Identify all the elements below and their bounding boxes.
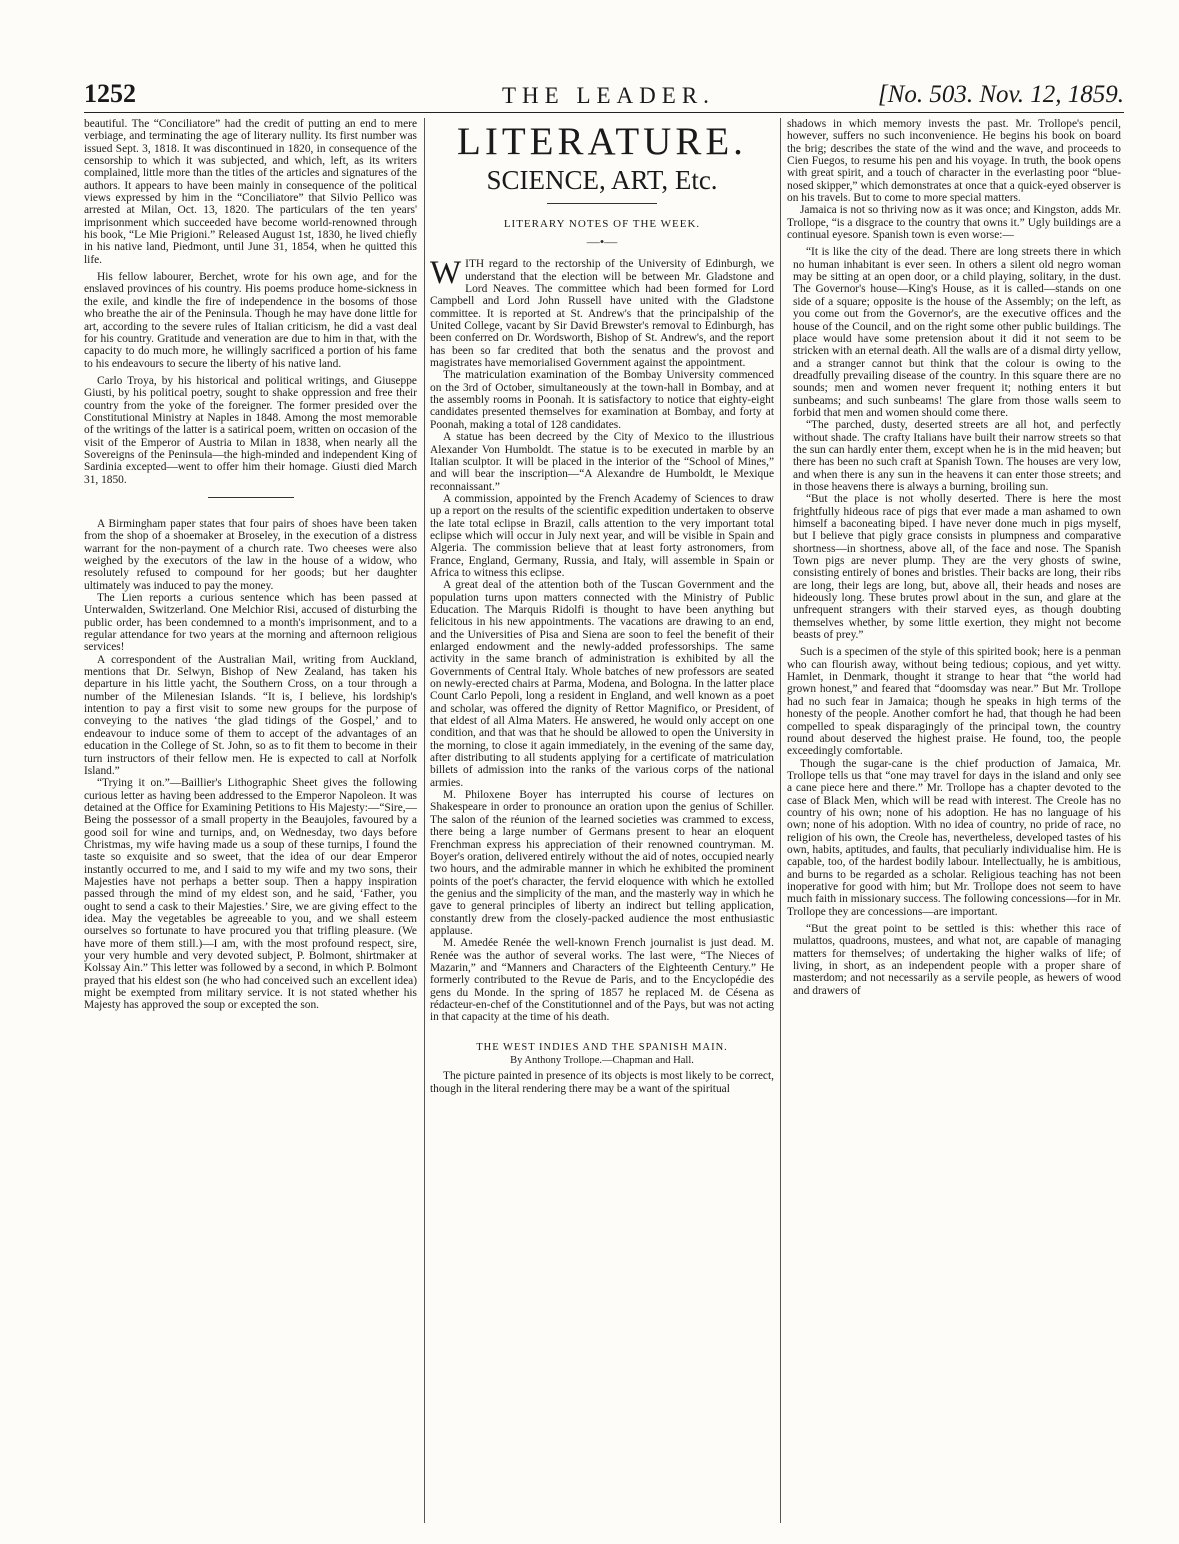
paragraph bbox=[430, 255, 774, 370]
paragraph: His fellow labourer, Berchet, wrote for his own age, and for the enslaved provinces of his country. His poems produce home-sickness in the exile, and kindle the fire of independence in the bosoms of those who breathe the air of the Peninsula. Though he may have done little for art, according to the severe rules of Italian criticism, he did a vast deal for his country. Gratitude and veneration are due to him in that, with the capacity to do much more, he willingly sacrificed a portion of his fame to his endeavours to secure the liberty of his native land. bbox=[84, 271, 417, 370]
column-rule bbox=[424, 118, 425, 1523]
column-1 bbox=[84, 118, 417, 1523]
paragraph: M. Philoxene Boyer has interrupted his course of lectures on Shakespeare in order to pronounce an oration upon the genius of Schiller. The salon of the réunion of the learned societies was crammed to excess, there being a large number of Germans present to hear an eloquent Frenchman express his appreciation of their renowned countryman. M. Boyer's oration, delivered entirely without the aid of notes, occupied nearly two hours, and the admirable manner in which he exhibited the prominent points of the poet's character, the fervid eloquence with which he extolled the genius and the simplicity of the man, and the masterly way in which he gave to general principles of liberty an indirect but telling application, constantly drew from the closely-packed audience the most enthusiastic applause. bbox=[430, 789, 774, 937]
section-subtitle: SCIENCE, ART, Etc. bbox=[486, 165, 718, 195]
paragraph: A commission, appointed by the French Academy of Sciences to draw up a report on the results of the scientific expedition undertaken to observe the late total eclipse in Brazil, calls attention to the very important total eclipse which will occur in July next year, and will be visible in Spain and Algeria. The commission believe that at least forty astronomers, from France, England, Germany, Russia, and Italy, will assemble in Spain or Africa to witness this eclipse. bbox=[430, 492, 774, 579]
column-2 bbox=[430, 118, 774, 1523]
drop-cap: W bbox=[430, 255, 462, 292]
paragraph: “Trying it on.”—Baillier's Lithographic Sheet gives the following curious letter as having been addressed to the Emperor Napoleon. It was detained at the Office for Examining Petitions to His Majesty:—“Sire,—Being the possessor of a small property in the Beaujoles, favoured by a good soil for wine and turnips, and, on Wednesday, two days before Christmas, my wife having made us a soup of these turnips, I found the taste so exquisite and so sweet, that the idea of our dear Emperor instantly occurred to me, and I said to my wife and my two sons, their Majesties have not perhaps a better soup. Then a happy inspiration passed through the mind of my eldest son, and he said, ‘Father, you ought to send a cask to their Majesties.’ Sire, we are giving effect to the idea. May the vegetables be agreeable to you, and we shall esteem ourselves so fortunate to have procured you that trifling pleasure. (We have more of them still.)—I am, with the most profound respect, sire, your very humble and very devoted subject, P. Bolmont, shirtmaker at Kolssay Ain.” This letter was followed by a second, in which P. Bolmont prayed that his eldest son (he who had conceived such an excellent idea) might be exempted from military service. It is not stated whether his Majesty has approved the soup or excepted the son. bbox=[84, 777, 417, 1012]
paragraph: Jamaica is not so thriving now as it was once; and Kingston, adds Mr. Trollope, “is a disgrace to the country that owns it.” Ugly buildings are a continual eyesore. Spanish town is even worse:— bbox=[787, 204, 1121, 242]
review-byline: By Anthony Trollope.—Chapman and Hall. bbox=[510, 1055, 694, 1066]
paper-title: THE LEADER. bbox=[502, 83, 715, 108]
paragraph: The matriculation examination of the Bombay University commenced on the 3rd of October, simultaneously at the town-hall in Bombay, and at the assembly rooms in Poonah. It is satisfactory to notice that eighty-eight candidates presented themselves for examination at Bombay, and forty at Poonah, making a total of 128 candidates. bbox=[430, 369, 774, 431]
paragraph: Though the sugar-cane is the chief production of Jamaica, Mr. Trollope tells us that “one may travel for days in the island and only see a cane piece here and there.” Mr. Trollope has a chapter devoted to the case of Black Men, which will be read with interest. The Creole has no country of his own; none of his adoption. He has no language of his own; none of his adoption. With no idea of country, no pride of race, no religion of his own, the Creole has, nevertheless, developed tastes of his own, habits, aptitudes, and faults, that peculiarly individualise him. He is capable, too, of the hardest bodily labour. Intellectually, he is ambitious, and burns to be regarded as a scholar. Religious teaching has not been inoperative for good with him; but Mr. Trollope does not seem to have much faith in missionary success. The following concessions—for in Mr. Trollope they are concessions—are important. bbox=[787, 757, 1121, 918]
paragraph-text: ITH regard to the rectorship of the University of Edinburgh, we understand that the election will be between Mr. Gladstone and Lord Neaves. The committee which had been formed for Lord Campbell and Lord John Russell have united with the Gladstone committee. It is reported at St. Andrew's that the principalship of the United College, vacant by Sir David Brewster's removal to Edinburgh, has been conferred on Dr. Wordsworth, Bishop of St. Andrew's, and the report has been so far credited that both the senatus and the provost and magistrates have memorialised Government against the appointment. bbox=[430, 258, 774, 370]
masthead bbox=[84, 80, 1124, 113]
paragraph: M. Amedée Renée the well-known French journalist is just dead. M. Renée was the author of several works. The last were, “The Nieces of Mazarin,” and “Manners and Characters of the Eighteenth Century.” He formerly contributed to the Revue de Paris, and to the Encyclopédie des gens du Monde. In the spring of 1857 he replaced M. de Césena as rédacteur-en-chef of the Constitutionnel and of the Pays, but was not acting in that capacity at the time of his death. bbox=[430, 937, 774, 1024]
ornament: —•— bbox=[586, 234, 618, 250]
divider bbox=[547, 203, 657, 204]
paragraph: The picture painted in presence of its objects is most likely to be correct, though in the literal rendering there may be a want of the spiritual bbox=[430, 1070, 774, 1095]
paragraph: Carlo Troya, by his historical and political writings, and Giuseppe Giusti, by his political poetry, sought to shake oppression and free their country from the yoke of the foreigner. The former presided over the Constitutional Ministry at Naples in 1848. Among the most memorable of the writings of the latter is a satirical poem, written on occasion of the visit of the Emperor of Austria to Milan in 1838, when nearly all the Sovereigns of the Peninsula—the high-minded and independent King of Sardinia excepted—went to offer him their homage. Giusti died March 31, 1850. bbox=[84, 374, 417, 486]
review-title: THE WEST INDIES AND THE SPANISH MAIN. bbox=[476, 1041, 728, 1053]
paragraph: A great deal of the attention both of the Tuscan Government and the population turns upon matters connected with the Ministry of Public Education. The Marquis Ridolfi is thought to have been anything but felicitous in his new appointments. The vacations are drawing to an end, and the Universities of Pisa and Siena are soon to feel the benefit of their enlarged endowment and the newly-added professorships. The same activity in the same branch of administration is exhibited by all the Governments of Central Italy. Whole batches of new professors are seated on newly-erected chairs at Parma, Modena, and Bologna. In the latter place Count Carlo Pepoli, long a resident in England, and well known as a poet and scholar, was offered the dignity of Rettor Magnifico, or President, of that eldest of all Alma Maters. He answered, he would only accept on one condition, and that was that he should be allowed to open the University in the morning, to close it again immediately, in the evening of the same day, after distributing to all students applying for a certificate of matriculation billets of admission into the ranks of the various corps of the national armies. bbox=[430, 579, 774, 789]
column-rule bbox=[780, 118, 781, 1523]
quote-paragraph: “But the place is not wholly deserted. There is here the most frightfully hideous race of pigs that ever made a man ashamed to own himself a baconeating biped. I have never done much in pigs myself, but I believe that pigly grace consists in plumpness and comparative shortness—in shortness, above all, of the face and nose. The Spanish Town pigs are never plump. They are the very ghosts of swine, consisting entirely of bones and bristles. Their backs are long, their ribs are long, their legs are long, but, above all, their heads and noses are hideously long. These brutes prowl about in the sun, and glare at the unfrequent strangers with their starved eyes, as though doubting themselves whether, by some little exertion, they might not become beasts of prey.” bbox=[793, 493, 1121, 642]
paragraph: A correspondent of the Australian Mail, writing from Auckland, mentions that Dr. Selwyn, Bishop of New Zealand, has taken his departure in his little yacht, the Southern Cross, on a tour through a number of the Milenesian Islands. “It is, I believe, his lordship's intention to pay a first visit to some new groups for the purpose of conveying to the natives ‘the glad tidings of the Gospel,’ and to endeavour to induce some of them to accept of the advantages of an education in the College of St. John, so as to fit them to become in their turn instructors of their fellow men. He is expected to call at Norfolk Island.” bbox=[84, 653, 417, 777]
paragraph: shadows in which memory invests the past. Mr. Trollope's pencil, however, suffers no such inconvenience. He begins his book on board the brig; describes the state of the wind and the wave, and proceeds to Cien Fuegos, to resume his pen and his voyage. In truth, the book opens with great spirit, and a touch of character in the everlasting poor “blue-nosed skipper,” which demonstrates at once that a quick-eyed observer is on his travels. But to come to more special matters. bbox=[787, 118, 1121, 205]
section-title: LITERATURE. bbox=[457, 120, 747, 163]
paragraph: A statue has been decreed by the City of Mexico to the illustrious Alexander Von Humboldt. The statue is to be executed in marble by an Italian sculptor. It will be placed in the interior of the “School of Mines,” and will bear the inscription—“A Alexandre de Humboldt, le Mexique reconnaissant.” bbox=[430, 431, 774, 493]
paragraph: A Birmingham paper states that four pairs of shoes have been taken from the shop of a shoemaker at Broseley, in the execution of a distress warrant for the non-payment of a church rate. Two cheeses were also weighed by the executors of the law in the house of a widow, who resolutely refused to compound for her goods; but her daughter ultimately was induced to pay the money. bbox=[84, 517, 417, 592]
quote-paragraph: “But the great point to be settled is this: whether this race of mulattos, quadroons, mustees, and what not, are capable of managing matters for themselves; of undertaking the higher walks of life; of living, in short, as an independent people with a proper share of masterdom; and not necessarily as a servile people, as hewers of wood and drawers of bbox=[793, 923, 1121, 997]
issue-date: [No. 503. Nov. 12, 1859. bbox=[877, 81, 1124, 108]
paragraph: The Lien reports a curious sentence which has been passed at Unterwalden, Switzerland. One Melchior Risi, accused of disturbing the public order, has been condemned to a month's imprisonment, and to a regular attendance for two years at the morning and afternoon religious services! bbox=[84, 592, 417, 654]
page-number: 1252 bbox=[84, 79, 136, 108]
paragraph: Such is a specimen of the style of this spirited book; here is a penman who can flourish away, without being tedious; copious, and yet witty. Hamlet, in Denmark, thought it strange to hear that “the world had grown honest,” and feared that “doomsday was near.” But Mr. Trollope had no such fear in Jamaica; though he speaks in high terms of the honesty of the people. Another comfort he had, that though he had been compelled to speak disparagingly of the principal town, the country round about deserved the highest praise. He found, too, the people exceedingly comfortable. bbox=[787, 646, 1121, 758]
section-heading: LITERARY NOTES OF THE WEEK. bbox=[503, 218, 701, 230]
paragraph: beautiful. The “Conciliatore” had the credit of putting an end to mere verbiage, and terminating the age of literary nullity. Its first number was issued Sept. 3, 1818. It was discontinued in 1820, in consequence of the censorship to which it was subjected, and which, left, as its writers complained, little more than the titles of the articles and signatures of the authors. It appears to have been mainly in consequence of the political views expressed by him in the “Conciliatore” that Silvio Pellico was arrested at Milan, Oct. 13, 1820. The particulars of the ten years' imprisonment which succeeded have become world-renowned through his book, “Le Mie Prigioni.” Released August 1st, 1830, he lived chiefly in his native land, Piedmont, until June 31, 1854, when he quitted this life. bbox=[84, 118, 417, 266]
column-3 bbox=[787, 118, 1121, 1523]
quote-paragraph: “The parched, dusty, deserted streets are all hot, and perfectly without shade. The crafty Italians have built their narrow streets so that the sun can hardly enter them, except when he is in the mid heaven; but there has been no such craft at Spanish Town. The houses are very low, and when there is any sun in the heavens it can enter those streets; and in those heavens there is always a burning, broiling sun. bbox=[793, 419, 1121, 493]
quote-paragraph: “It is like the city of the dead. There are long streets there in which no human inhabitant is ever seen. In others a silent old negro woman may be sitting at an open door, or a child playing, solitary, in the dust. The Governor's house—King's House, as it is called—stands on one side of a square; opposite is the house of the Assembly; on the left, as you come out from the Governor's, are the executive offices and the house of the Council, and on the right some other public buildings. The place would have some pretension about it did it not seem to be stricken with an eternal death. All the walls are of a dismal dirty yellow, and a stranger cannot but think that the colour is owing to the dreadfully prevailing disease of the country. In this square there are no sounds; men and women never frequent it; nothing enters it but sunbeams; and such sunbeams! The glare from those walls seem to forbid that men and women should come there. bbox=[793, 246, 1121, 419]
divider bbox=[208, 497, 294, 498]
